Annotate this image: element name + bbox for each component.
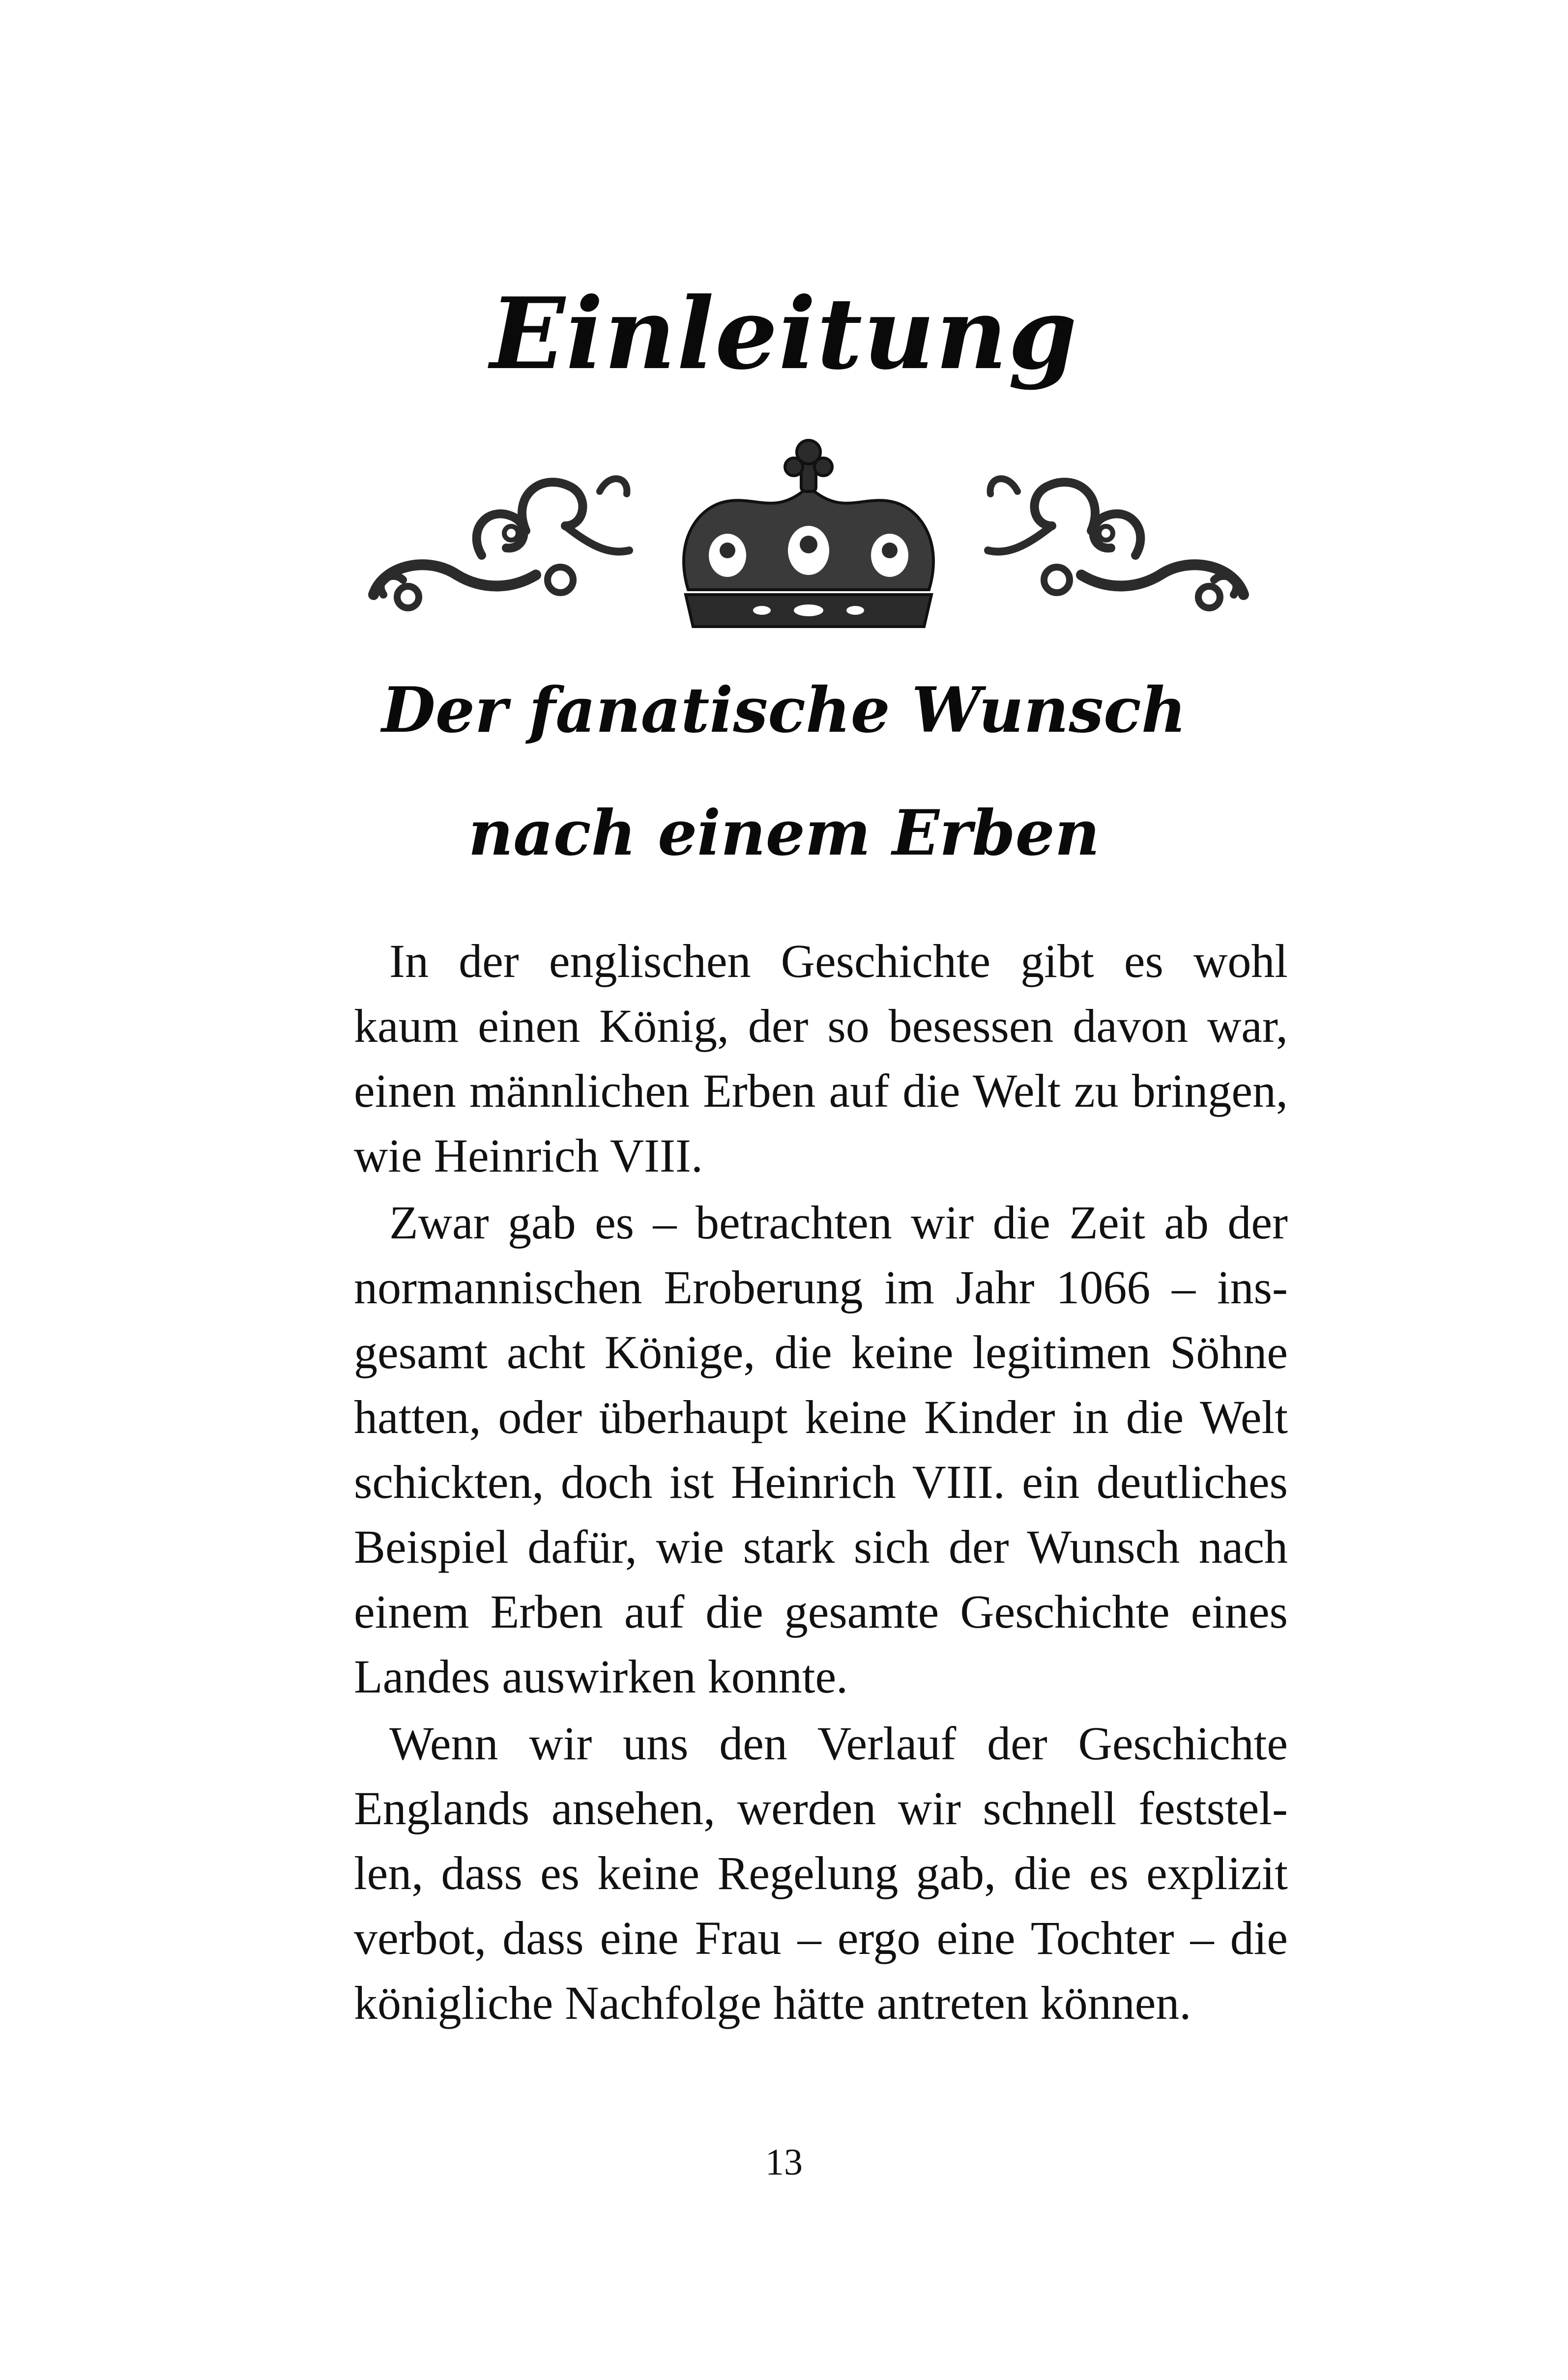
paragraph-1: In der englischen Geschichte gibt es wohl kaum einen König, der so besessen davon war, einen männlichen Erben auf die Welt zu bringen, wie Heinrich VIII. bbox=[354, 935, 1288, 1182]
subtitle-line-1: Der fanatische Wunsch bbox=[381, 674, 1187, 746]
paragraph-2: Zwar gab es – betrachten wir die Zeit ab der normannischen Eroberung im Jahr 1066 – insgesamt acht Könige, die keine legitimen Söhne hatten, oder überhaupt keine Kinder in die Welt schickten, doch ist Heinrich VIII. ein deutliches Beispiel dafür, wie stark sich der Wunsch nach einem Erben auf die gesamte Geschichte eines Landes auswirken konnte. bbox=[354, 1196, 1288, 1703]
paragraph-3: Wenn wir uns den Verlauf der Geschichte Englands ansehen, werden wir schnell feststellen, dass es keine Regelung gab, die es explizit verbot, dass eine Frau – ergo eine Tochter – die königliche Nachfolge hätte antreten können. bbox=[354, 1717, 1288, 2029]
chapter-subtitle bbox=[0, 649, 1568, 894]
page-number: 13 bbox=[765, 2142, 803, 2183]
chapter-title: Einleitung bbox=[490, 276, 1078, 392]
body-text bbox=[354, 929, 1288, 2037]
crown-with-scrolls-icon bbox=[354, 432, 1263, 649]
subtitle-line-2: nach einem Erben bbox=[468, 797, 1100, 869]
